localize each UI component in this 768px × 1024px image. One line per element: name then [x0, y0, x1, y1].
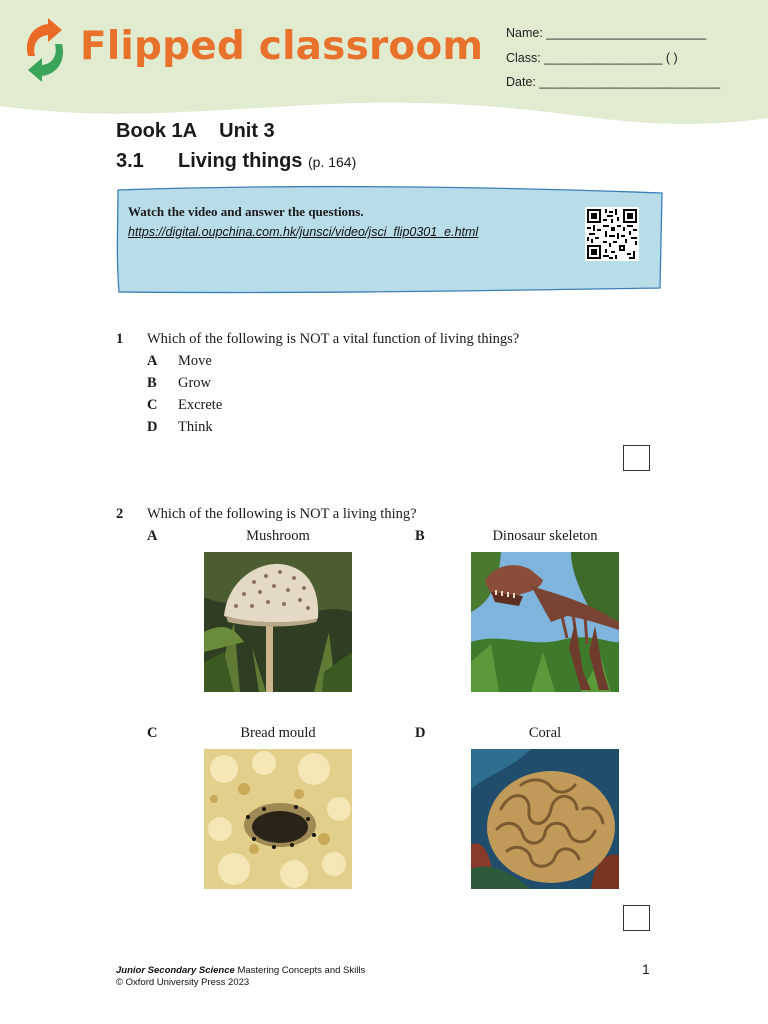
date-field[interactable]: Date: __________________________ [506, 75, 721, 89]
footer-copyright: © Oxford University Press 2023 [116, 977, 250, 988]
q2-answer-box[interactable] [623, 905, 650, 931]
q2-option-b-letter: B [415, 528, 425, 544]
question-1-number: 1 [116, 331, 124, 347]
q1-option-b-letter: B [147, 375, 157, 391]
dinosaur-skeleton-photo[interactable] [471, 552, 619, 692]
q1-answer-box[interactable] [623, 445, 650, 471]
page-number: 1 [642, 961, 650, 977]
unit-label: Unit 3 [219, 120, 275, 142]
question-1-text: Which of the following is NOT a vital function of living things? [147, 331, 520, 347]
name-field[interactable]: Name: _______________________ [506, 26, 707, 40]
q2-option-c-letter: C [147, 725, 158, 741]
recycle-arrows-icon [22, 16, 68, 84]
q2-option-d-caption: Coral [528, 725, 562, 741]
page-title: Flipped classroom [80, 24, 484, 69]
question-2-number: 2 [116, 506, 124, 522]
q2-option-d-letter: D [415, 725, 426, 741]
video-link[interactable]: https://digital.oupchina.com.hk/junsci/video/jsci_flip0301_e.html [128, 225, 479, 239]
q1-option-b-text[interactable]: Grow [178, 375, 212, 391]
q2-option-a-letter: A [147, 528, 158, 544]
section-number: 3.1 [116, 150, 144, 172]
page-reference: (p. 164) [308, 154, 357, 170]
coral-photo[interactable] [471, 749, 619, 889]
footer-book-title: Junior Secondary Science [116, 965, 235, 976]
q1-option-a-letter: A [147, 353, 158, 369]
book-unit-heading [116, 120, 275, 143]
section-title [178, 150, 356, 173]
q2-option-a-caption: Mushroom [246, 528, 310, 544]
qr-code-icon[interactable] [585, 207, 639, 261]
video-instruction: Watch the video and answer the questions. [128, 204, 364, 219]
q1-option-c-letter: C [147, 397, 158, 413]
q1-option-d-letter: D [147, 419, 158, 435]
section-title-text: Living things [178, 150, 303, 172]
footer-book-line [116, 965, 365, 977]
q1-option-d-text[interactable]: Think [178, 419, 213, 435]
mushroom-photo[interactable] [204, 552, 352, 692]
class-field[interactable]: Class: _________________ ( ) [506, 51, 678, 65]
book-label: Book 1A [116, 120, 198, 142]
q2-option-b-caption: Dinosaur skeleton [492, 528, 598, 544]
footer-credit [116, 965, 365, 989]
q2-option-c-caption: Bread mould [240, 725, 316, 741]
question-2-text: Which of the following is NOT a living thing? [147, 506, 417, 522]
q1-option-a-text[interactable]: Move [178, 353, 212, 369]
bread-mould-photo[interactable] [204, 749, 352, 889]
q1-option-c-text[interactable]: Excrete [178, 397, 223, 413]
video-box [116, 184, 664, 296]
footer-subtitle: Mastering Concepts and Skills [237, 965, 366, 976]
